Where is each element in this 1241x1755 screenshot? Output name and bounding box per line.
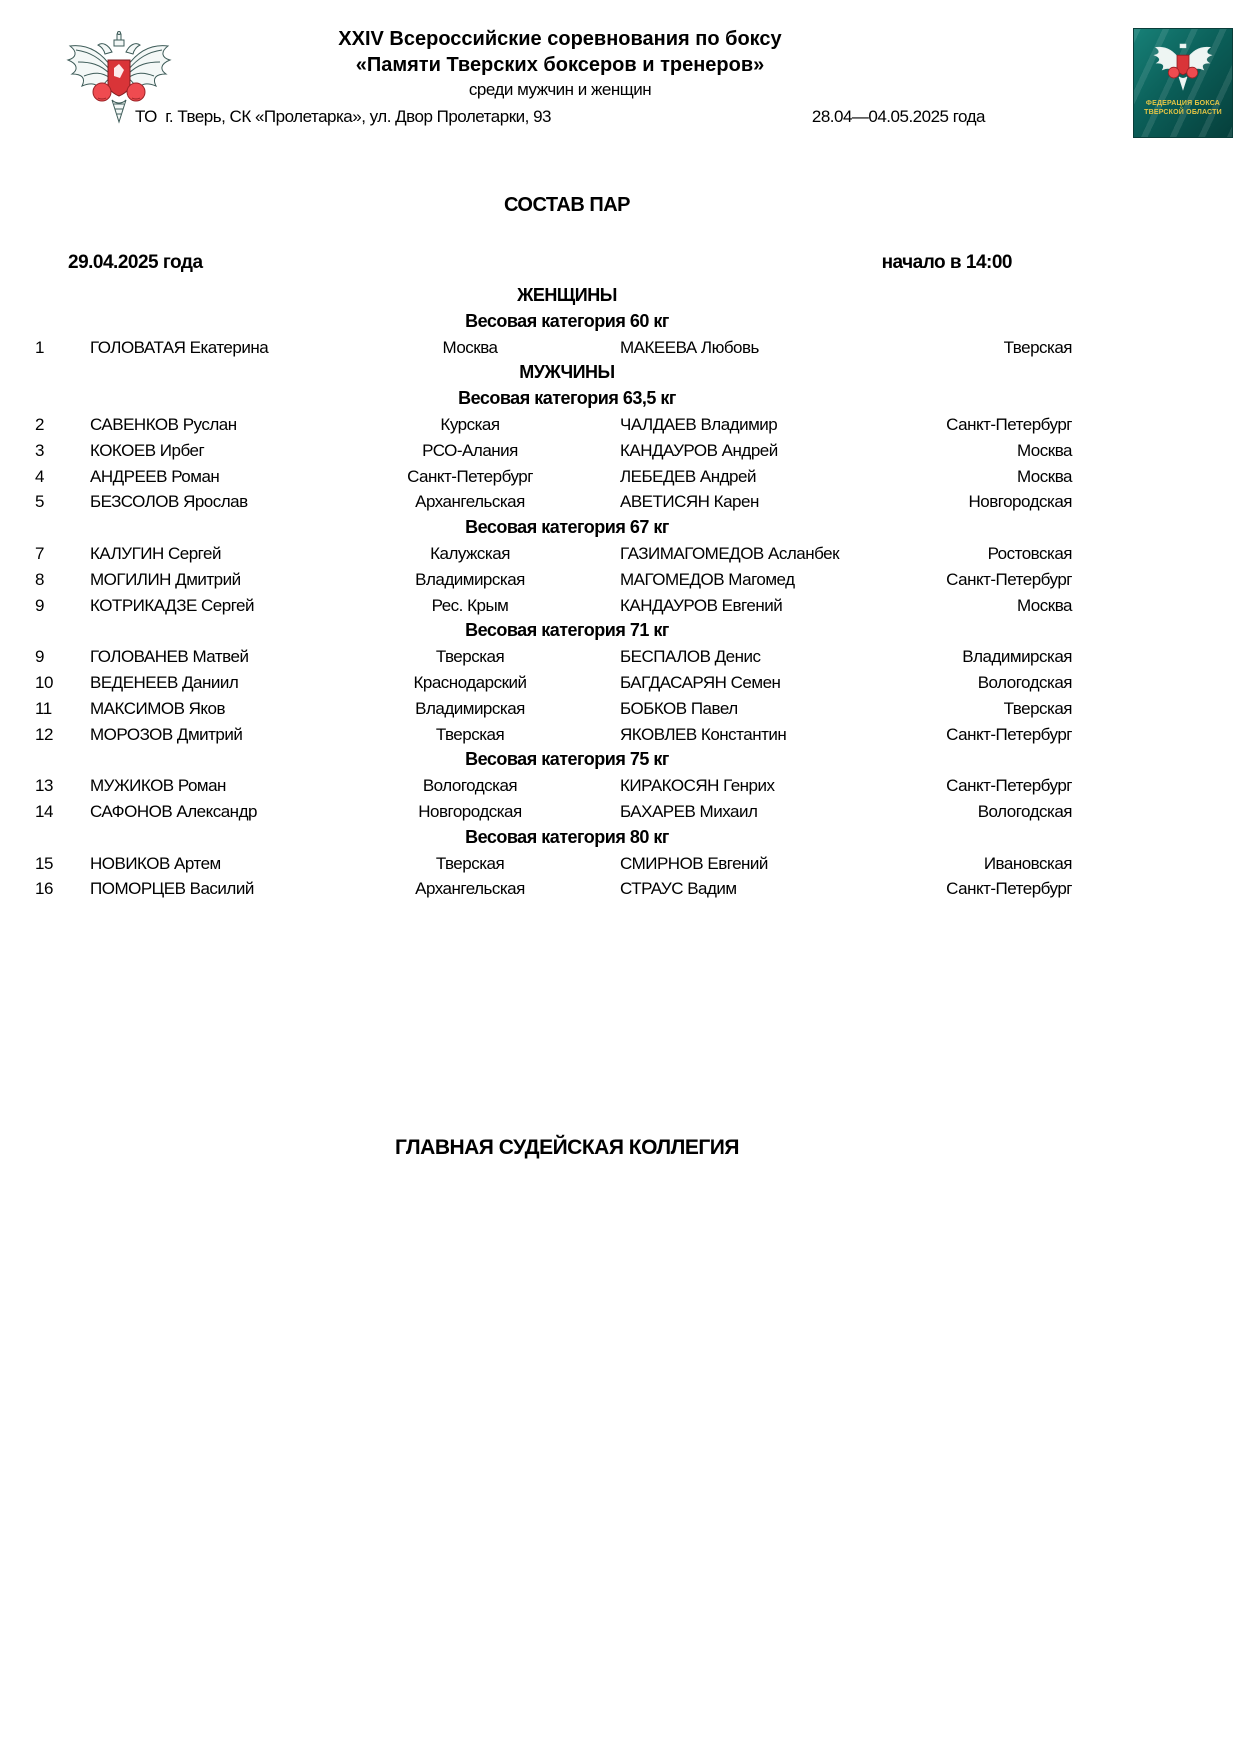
competition-title-line1: XXIV Всероссийские соревнования по боксу (338, 28, 782, 50)
session-date-row (0, 252, 1241, 278)
blue-corner-name: СМИРНОВ Евгений (620, 853, 768, 873)
bout-number: 2 (35, 414, 44, 434)
red-corner-region: Краснодарский (413, 672, 527, 692)
red-corner-name: БЕЗСОЛОВ Ярослав (90, 492, 248, 512)
tver-logo-caption-line1: ФЕДЕРАЦИЯ БОКСА (1145, 100, 1221, 107)
tver-logo-caption-line2: ТВЕРСКОЙ ОБЛАСТИ (1144, 109, 1222, 116)
blue-corner-name: КИРАКОСЯН Генрих (620, 776, 775, 796)
gender-header-men: МУЖЧИНЫ (519, 362, 615, 383)
session-start-time: начало в 14:00 (881, 252, 1012, 273)
blue-corner-region: Ростовская (987, 543, 1072, 563)
red-corner-region: Тверская (435, 724, 505, 744)
red-corner-region: Владимирская (415, 698, 525, 718)
red-corner-region: Архангельская (415, 879, 525, 899)
red-corner-name: МОРОЗОВ Дмитрий (90, 724, 243, 744)
bout-row (0, 851, 1241, 877)
bout-number: 9 (35, 595, 44, 615)
bout-row (0, 541, 1241, 567)
bout-row (0, 335, 1241, 361)
blue-corner-region: Тверская (1003, 698, 1072, 718)
red-corner-name: НОВИКОВ Артем (90, 853, 221, 873)
bout-row (0, 773, 1241, 799)
header-title-block (130, 26, 990, 102)
competition-title-line2: «Памяти Тверских боксеров и тренеров» (355, 54, 765, 76)
blue-corner-region: Вологодская (977, 801, 1072, 821)
blue-corner-name: КАНДАУРОВ Евгений (620, 595, 783, 615)
gender-header-women: ЖЕНЩИНЫ (517, 285, 617, 305)
red-corner-region: Тверская (435, 647, 505, 667)
blue-corner-region: Тверская (1003, 337, 1072, 357)
tver-boxing-federation-logo-icon (1133, 28, 1233, 138)
bout-number: 5 (35, 492, 44, 512)
bout-number: 3 (35, 440, 44, 460)
blue-corner-name: ГАЗИМАГОМЕДОВ Асланбек (620, 543, 840, 563)
red-corner-region: Новгородская (418, 801, 522, 821)
bout-number: 4 (35, 466, 44, 486)
venue-text: ТО г. Тверь, СК «Пролетарка», ул. Двор Пролетарки, 93 (135, 107, 551, 126)
bout-row (0, 799, 1241, 825)
red-corner-region: Москва (442, 337, 498, 357)
bout-number: 16 (35, 879, 53, 899)
pairs-list (0, 283, 1241, 902)
blue-corner-region: Вологодская (977, 672, 1072, 692)
blue-corner-region: Санкт-Петербург (946, 879, 1072, 899)
weight-category-header: Весовая категория 80 кг (465, 826, 669, 847)
red-corner-name: МАКСИМОВ Яков (90, 698, 226, 718)
bout-row (0, 489, 1241, 515)
blue-corner-name: ЧАЛДАЕВ Владимир (620, 414, 778, 434)
red-corner-region: Рес. Крым (431, 595, 509, 615)
jury-section-title: ГЛАВНАЯ СУДЕЙСКАЯ КОЛЛЕГИЯ (395, 1136, 739, 1159)
red-corner-name: КАЛУГИН Сергей (90, 543, 221, 563)
blue-corner-region: Санкт-Петербург (946, 414, 1072, 434)
bout-number: 13 (35, 776, 53, 796)
bout-number: 9 (35, 647, 44, 667)
bout-row (0, 696, 1241, 722)
red-corner-name: КОТРИКАДЗЕ Сергей (90, 595, 254, 615)
venue-dates-row (135, 106, 985, 128)
session-date: 29.04.2025 года (68, 252, 203, 273)
red-corner-region: Тверская (435, 853, 505, 873)
bout-row (0, 412, 1241, 438)
red-corner-name: ГОЛОВАТАЯ Екатерина (90, 337, 269, 357)
bout-number: 7 (35, 543, 44, 563)
bout-row (0, 876, 1241, 902)
tver-logo-caption (1144, 99, 1222, 117)
red-corner-name: ПОМОРЦЕВ Василий (90, 879, 254, 899)
blue-corner-name: МАГОМЕДОВ Магомед (620, 569, 795, 589)
weight-category-header: Весовая категория 71 кг (465, 620, 669, 641)
bout-row (0, 567, 1241, 593)
red-corner-name: САФОНОВ Александр (90, 801, 257, 821)
blue-corner-region: Санкт-Петербург (946, 569, 1072, 589)
blue-corner-region: Новгородская (968, 492, 1072, 512)
bout-row (0, 464, 1241, 490)
red-corner-region: Санкт-Петербург (407, 466, 533, 486)
red-corner-region: Владимирская (415, 569, 525, 589)
blue-corner-name: АВЕТИСЯН Карен (620, 492, 759, 512)
bout-row (0, 593, 1241, 619)
red-corner-region: РСО-Алания (422, 440, 518, 460)
red-corner-name: МОГИЛИН Дмитрий (90, 569, 241, 589)
weight-category-header: Весовая категория 75 кг (465, 749, 669, 770)
bout-number: 11 (35, 698, 52, 718)
weight-category-header: Весовая категория 67 кг (465, 517, 669, 538)
competition-dates: 28.04—04.05.2025 года (811, 107, 985, 126)
blue-corner-region: Москва (1016, 466, 1072, 486)
blue-corner-region: Санкт-Петербург (946, 776, 1072, 796)
bout-number: 1 (35, 337, 44, 357)
blue-corner-region: Москва (1016, 440, 1072, 460)
blue-corner-region: Ивановская (983, 853, 1072, 873)
red-corner-region: Курская (440, 414, 500, 434)
bout-row (0, 644, 1241, 670)
red-corner-name: МУЖИКОВ Роман (90, 776, 226, 796)
competition-subtitle: среди мужчин и женщин (468, 80, 652, 99)
red-corner-region: Вологодская (422, 776, 518, 796)
bout-row (0, 670, 1241, 696)
weight-category-header: Весовая категория 63,5 кг (458, 388, 676, 409)
red-corner-region: Калужская (430, 543, 510, 563)
red-corner-name: ГОЛОВАНЕВ Матвей (90, 647, 249, 667)
blue-corner-name: МАКЕЕВА Любовь (620, 337, 759, 357)
bout-number: 8 (35, 569, 44, 589)
bout-number: 12 (35, 724, 53, 744)
blue-corner-name: БЕСПАЛОВ Денис (620, 647, 761, 667)
blue-corner-name: БАГДАСАРЯН Семен (620, 672, 781, 692)
blue-corner-name: БАХАРЕВ Михаил (620, 801, 758, 821)
red-corner-name: ВЕДЕНЕЕВ Даниил (90, 672, 239, 692)
bout-number: 10 (35, 672, 53, 692)
red-corner-name: САВЕНКОВ Руслан (90, 414, 237, 434)
blue-corner-name: СТРАУС Вадим (620, 879, 737, 899)
blue-corner-name: БОБКОВ Павел (620, 698, 738, 718)
red-corner-name: КОКОЕВ Ирбег (90, 440, 205, 460)
blue-corner-name: ЯКОВЛЕВ Константин (620, 724, 787, 744)
document-header (0, 0, 1241, 150)
blue-corner-region: Санкт-Петербург (946, 724, 1072, 744)
blue-corner-name: ЛЕБЕДЕВ Андрей (620, 466, 756, 486)
weight-category-header: Весовая категория 60 кг (465, 310, 669, 331)
red-corner-region: Архангельская (415, 492, 525, 512)
bout-row (0, 722, 1241, 748)
bout-row (0, 438, 1241, 464)
blue-corner-name: КАНДАУРОВ Андрей (620, 440, 778, 460)
blue-corner-region: Владимирская (962, 647, 1072, 667)
page-title: СОСТАВ ПАР (503, 194, 630, 216)
red-corner-name: АНДРЕЕВ Роман (90, 466, 220, 486)
bout-number: 15 (35, 853, 53, 873)
blue-corner-region: Москва (1016, 595, 1072, 615)
bout-number: 14 (35, 801, 53, 821)
